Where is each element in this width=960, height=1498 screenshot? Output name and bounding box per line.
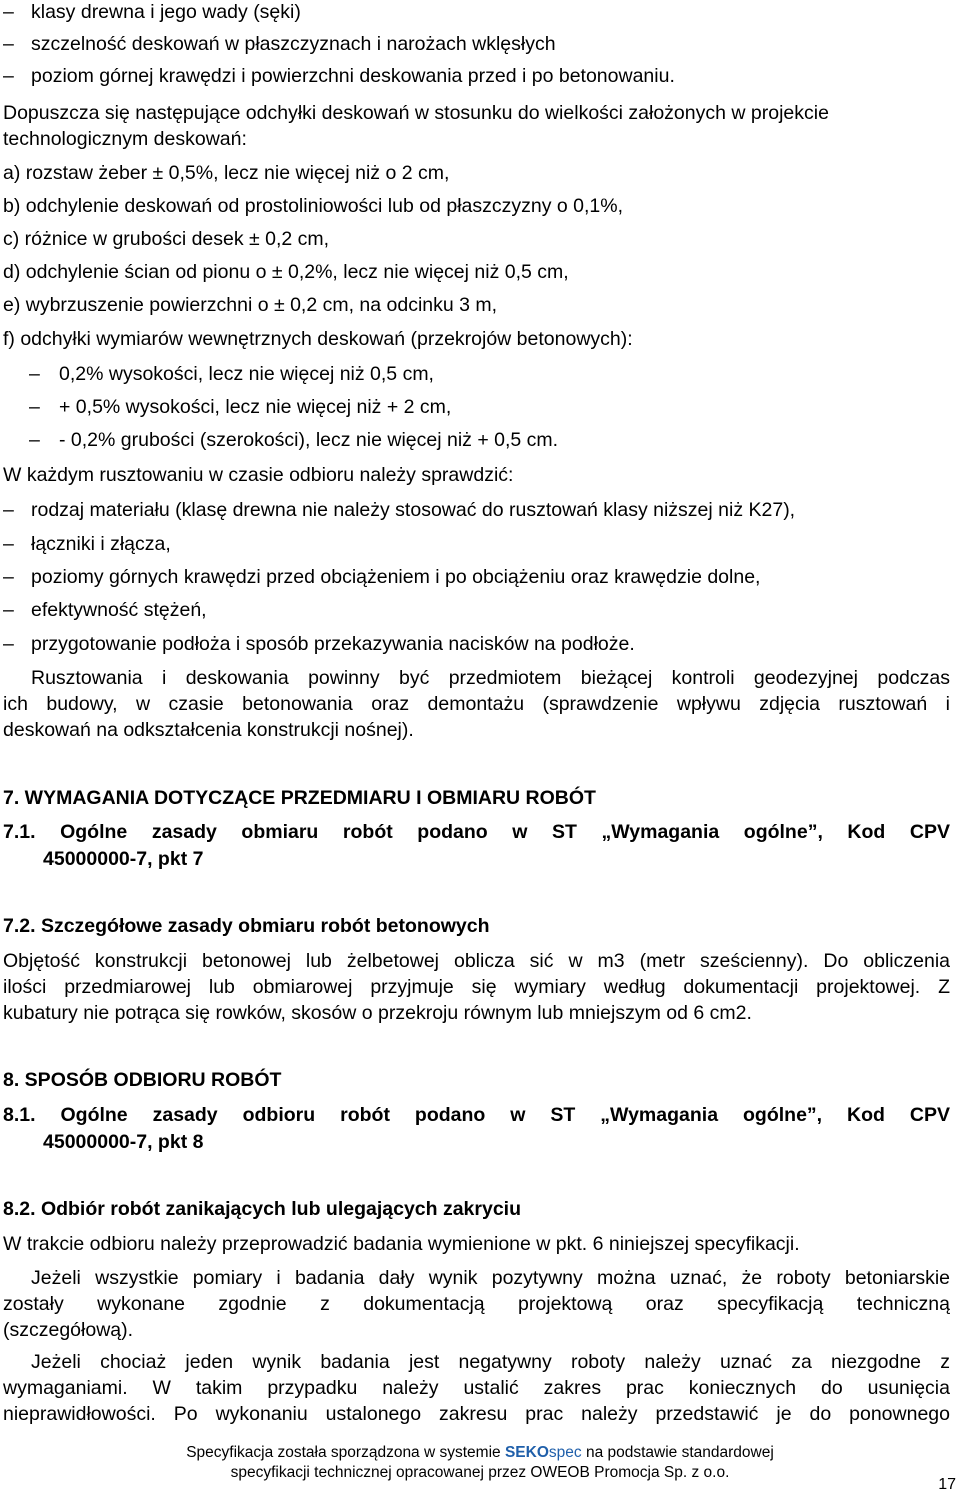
- paragraph-line: ilości przedmiarowej lub obmiarowej przyjmuje się wymiary według dokumentacji projektowej. Z: [3, 976, 950, 998]
- list-item: poziom górnej krawędzi i powierzchni deskowania przed i po betonowaniu.: [31, 65, 675, 87]
- dash-marker: –: [29, 396, 40, 418]
- sub-list-item: 0,2% wysokości, lecz nie więcej niż 0,5 cm,: [59, 363, 434, 385]
- paragraph-line: Objętość konstrukcji betonowej lub żelbetowej oblicza sić w m3 (metr sześcienny). Do obliczenia: [3, 950, 950, 972]
- dash-marker: –: [3, 65, 14, 87]
- dash-marker: –: [3, 1, 14, 23]
- paragraph-line: deskowań na odkształcenia konstrukcji nośnej).: [3, 719, 414, 741]
- subsection-heading: 8.2. Odbiór robót zanikających lub ulegających zakryciu: [3, 1198, 522, 1220]
- list-item: poziomy górnych krawędzi przed obciążeniem i po obciążeniu oraz krawędzie dolne,: [31, 566, 761, 588]
- dash-marker: –: [3, 533, 14, 555]
- sekospec-logo: SEKOspec: [504, 1444, 582, 1461]
- dash-marker: –: [3, 499, 14, 521]
- paragraph-line: wymaganiami. W takim przypadku należy ustalić zakres prac koniecznych do usunięcia: [3, 1377, 950, 1399]
- subsection-heading: 7.1. Ogólne zasady obmiaru robót podano w ST „Wymagania ogólne”, Kod CPV: [3, 821, 950, 843]
- paragraph-line: technologicznym deskowań:: [3, 128, 247, 150]
- section-heading: 8. SPOSÓB ODBIORU ROBÓT: [3, 1069, 282, 1091]
- list-item: d) odchylenie ścian od pionu o ± 0,2%, lecz nie więcej niż 0,5 cm,: [3, 261, 569, 283]
- paragraph-line: Jeżeli wszystkie pomiary i badania dały wynik pozytywny można uznać, że roboty betoniarskie: [31, 1267, 950, 1289]
- subsection-heading: 8.1. Ogólne zasady odbioru robót podano w ST „Wymagania ogólne”, Kod CPV: [3, 1104, 950, 1126]
- list-item: przygotowanie podłoża i sposób przekazywania nacisków na podłoże.: [31, 633, 635, 655]
- dash-marker: –: [3, 566, 14, 588]
- list-item: e) wybrzuszenie powierzchni o ± 0,2 cm, na odcinku 3 m,: [3, 294, 498, 316]
- paragraph-line: W każdym rusztowaniu w czasie odbioru należy sprawdzić:: [3, 464, 514, 486]
- paragraph-line: W trakcie odbioru należy przeprowadzić badania wymienione w pkt. 6 niniejszej specyfikacji.: [3, 1233, 800, 1255]
- section-heading: 7. WYMAGANIA DOTYCZĄCE PRZEDMIARU I OBMIARU ROBÓT: [3, 787, 596, 809]
- footer-text: specyfikacji technicznej opracowanej przez OWEOB Promocja Sp. z o.o.: [230, 1464, 730, 1481]
- paragraph-line: (szczegółową).: [3, 1319, 134, 1341]
- list-item: łączniki i złącza,: [31, 533, 171, 555]
- list-item: klasy drewna i jego wady (sęki): [31, 1, 301, 23]
- list-item: a) rozstaw żeber ± 0,5%, lecz nie więcej niż o 2 cm,: [3, 162, 450, 184]
- list-item: c) różnice w grubości desek ± 0,2 cm,: [3, 228, 330, 250]
- footer-text: na podstawie standardowej: [585, 1444, 774, 1461]
- paragraph-line: zostały wykonane zgodnie z dokumentacją projektową oraz specyfikacją techniczną: [3, 1293, 950, 1315]
- list-item: szczelność deskowań w płaszczyznach i narożach wklęsłych: [31, 33, 556, 55]
- page-number: 17: [938, 1476, 956, 1493]
- paragraph-line: Dopuszcza się następujące odchyłki deskowań w stosunku do wielkości założonych w projekcie: [3, 102, 829, 124]
- footer-text: Specyfikacja została sporządzona w systemie: [186, 1444, 501, 1461]
- sub-list-item: + 0,5% wysokości, lecz nie więcej niż + 2 cm,: [59, 396, 452, 418]
- list-item: f) odchyłki wymiarów wewnętrznych deskowań (przekrojów betonowych):: [3, 328, 633, 350]
- paragraph-line: Jeżeli chociaż jeden wynik badania jest negatywny roboty należy uznać za niezgodne z: [31, 1351, 950, 1373]
- list-item: b) odchylenie deskowań od prostoliniowości lub od płaszczyzny o 0,1%,: [3, 195, 624, 217]
- dash-marker: –: [3, 633, 14, 655]
- list-item: rodzaj materiału (klasę drewna nie należy stosować do rusztowań klasy niższej niż K27),: [31, 499, 796, 521]
- dash-marker: –: [29, 363, 40, 385]
- dash-marker: –: [3, 33, 14, 55]
- list-item: efektywność stężeń,: [31, 599, 207, 621]
- page-footer: [120, 1443, 840, 1463]
- paragraph-line: kubatury nie potrąca się rowków, skosów o przekroju równym lub mniejszym od 6 cm2.: [3, 1002, 752, 1024]
- paragraph-line: nieprawidłowości. Po wykonaniu ustalonego zakresu prac należy przedstawić je do ponownego: [3, 1403, 950, 1425]
- paragraph-line: ich budowy, w czasie betonowania oraz demontażu (sprawdzenie wpływu zdjęcia rusztowań i: [3, 693, 950, 715]
- subsection-heading: 7.2. Szczegółowe zasady obmiaru robót betonowych: [3, 915, 490, 937]
- dash-marker: –: [29, 429, 40, 451]
- subsection-heading: 45000000-7, pkt 7: [43, 848, 204, 870]
- dash-marker: –: [3, 599, 14, 621]
- paragraph-line: Rusztowania i deskowania powinny być przedmiotem bieżącej kontroli geodezyjnej podczas: [31, 667, 950, 689]
- subsection-heading: 45000000-7, pkt 8: [43, 1131, 204, 1153]
- sub-list-item: - 0,2% grubości (szerokości), lecz nie więcej niż + 0,5 cm.: [59, 429, 559, 451]
